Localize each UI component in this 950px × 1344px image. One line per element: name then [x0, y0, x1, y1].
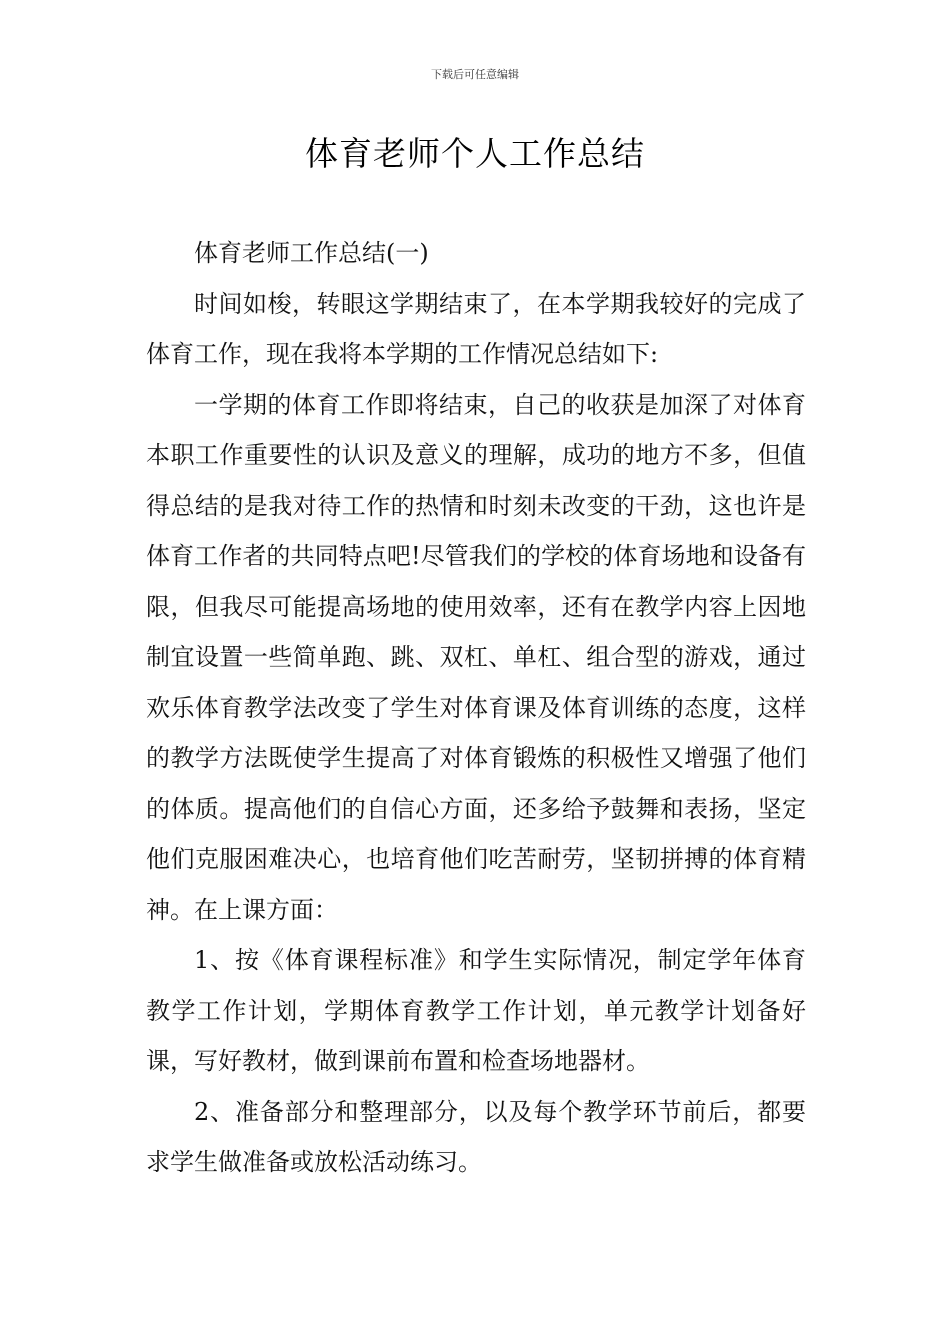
body-paragraph: 时间如梭，转眼这学期结束了，在本学期我较好的完成了体育工作，现在我将本学期的工作情况总结如下:: [146, 289, 806, 368]
header-note: 下载后可任意编辑: [431, 68, 519, 81]
body-paragraph: 2、准备部分和整理部分，以及每个教学环节前后，都要求学生做准备或放松活动练习。: [146, 1097, 806, 1176]
document-body: [146, 228, 806, 1188]
document-title: 体育老师个人工作总结: [305, 134, 645, 173]
body-paragraph: 1、按《体育课程标准》和学生实际情况，制定学年体育教学工作计划，学期体育教学工作计划，单元教学计划备好课，写好教材，做到课前布置和检查场地器材。: [146, 946, 806, 1075]
section-heading: 体育老师工作总结(一): [194, 239, 429, 267]
body-paragraph: 一学期的体育工作即将结束，自己的收获是加深了对体育本职工作重要性的认识及意义的理解，成功的地方不多，但值得总结的是我对待工作的热情和时刻未改变的干劲，这也许是体育工作者的共同特点吧!尽管我们的学校的体育场地和设备有限，但我尽可能提高场地的使用效率，还有在教学内容上因地制宜设置一些简单跑、跳、双杠、单杠、组合型的游戏，通过欢乐体育教学法改变了学生对体育课及体育训练的态度，这样的教学方法既使学生提高了对体育锻炼的积极性又增强了他们的体质。提高他们的自信心方面，还多给予鼓舞和表扬，坚定他们克服困难决心，也培育他们吃苦耐劳，坚韧拼搏的体育精神。在上课方面：: [146, 390, 806, 924]
